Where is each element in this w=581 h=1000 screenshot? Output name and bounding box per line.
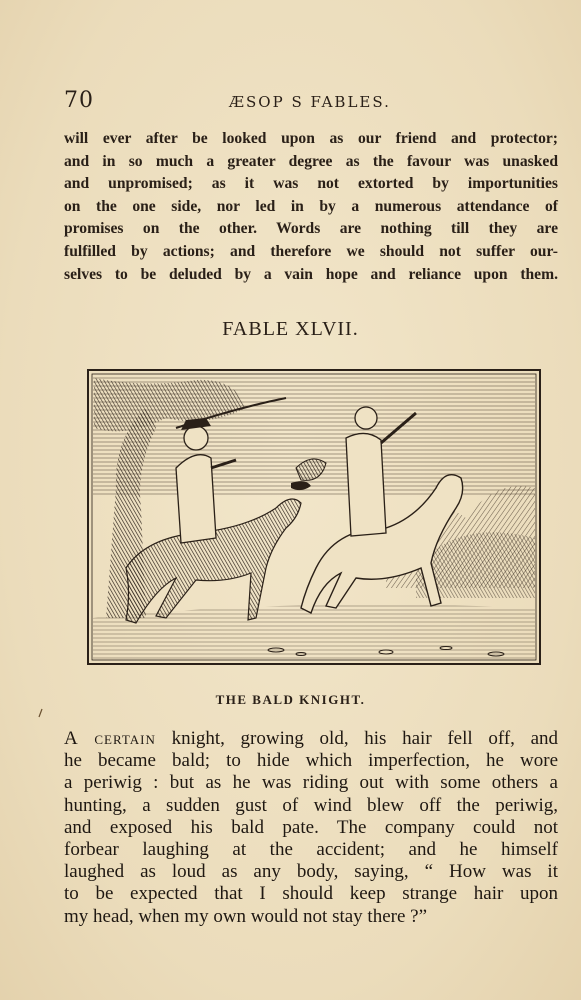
page-header	[64, 88, 524, 114]
text-line: forbear laughing at the accident; and he himself	[64, 839, 558, 861]
woodcut-illustration	[86, 368, 542, 666]
text-line: A certain knight, growing old, his hair fell off, and	[64, 728, 559, 749]
running-head: ÆSOP S FABLES.	[229, 93, 391, 111]
text-line: to be expected that I should keep strange hair upon	[64, 883, 558, 905]
left-rider	[176, 455, 216, 543]
text-line: hunting, a sudden gust of wind blew off the periwig,	[64, 794, 558, 816]
fable-caption: THE BALD KNIGHT.	[215, 692, 366, 707]
text-line: laughed as loud as any body, saying, “ How was it	[64, 861, 558, 883]
text-line: selves to be deluded by a vain hope and reliance upon them.	[64, 265, 558, 283]
text-line: fulfilled by actions; and therefore we should not suffer our-	[64, 242, 558, 260]
text-line: and exposed his bald pate. The company could not	[64, 816, 558, 838]
text-line: he became bald; to hide which imperfection, he wore	[64, 750, 558, 772]
text-line: and unpromised; as it was not extorted by importunities	[64, 175, 558, 193]
text-line: on the one side, nor led in by a numerous attendance of	[64, 197, 558, 215]
page-number: 70	[64, 88, 94, 113]
fable-opening: A certain	[64, 728, 156, 749]
top-paragraph	[64, 128, 558, 286]
text-line: a periwig : but as he was riding out with some others a	[64, 772, 558, 794]
bald-head	[355, 407, 377, 429]
ink-mark	[38, 708, 43, 718]
text-line: will ever after be looked upon as our friend and protector;	[64, 130, 558, 147]
fable-title: FABLE XLVII.	[222, 318, 359, 340]
right-rider	[346, 433, 386, 536]
text-line: and in so much a greater degree as the favour was unasked	[64, 152, 558, 170]
text-line: promises on the other. Words are nothing till they are	[64, 220, 558, 238]
text-line: my head, when my own would not stay there ?”	[64, 905, 428, 927]
fable-text	[64, 728, 558, 928]
